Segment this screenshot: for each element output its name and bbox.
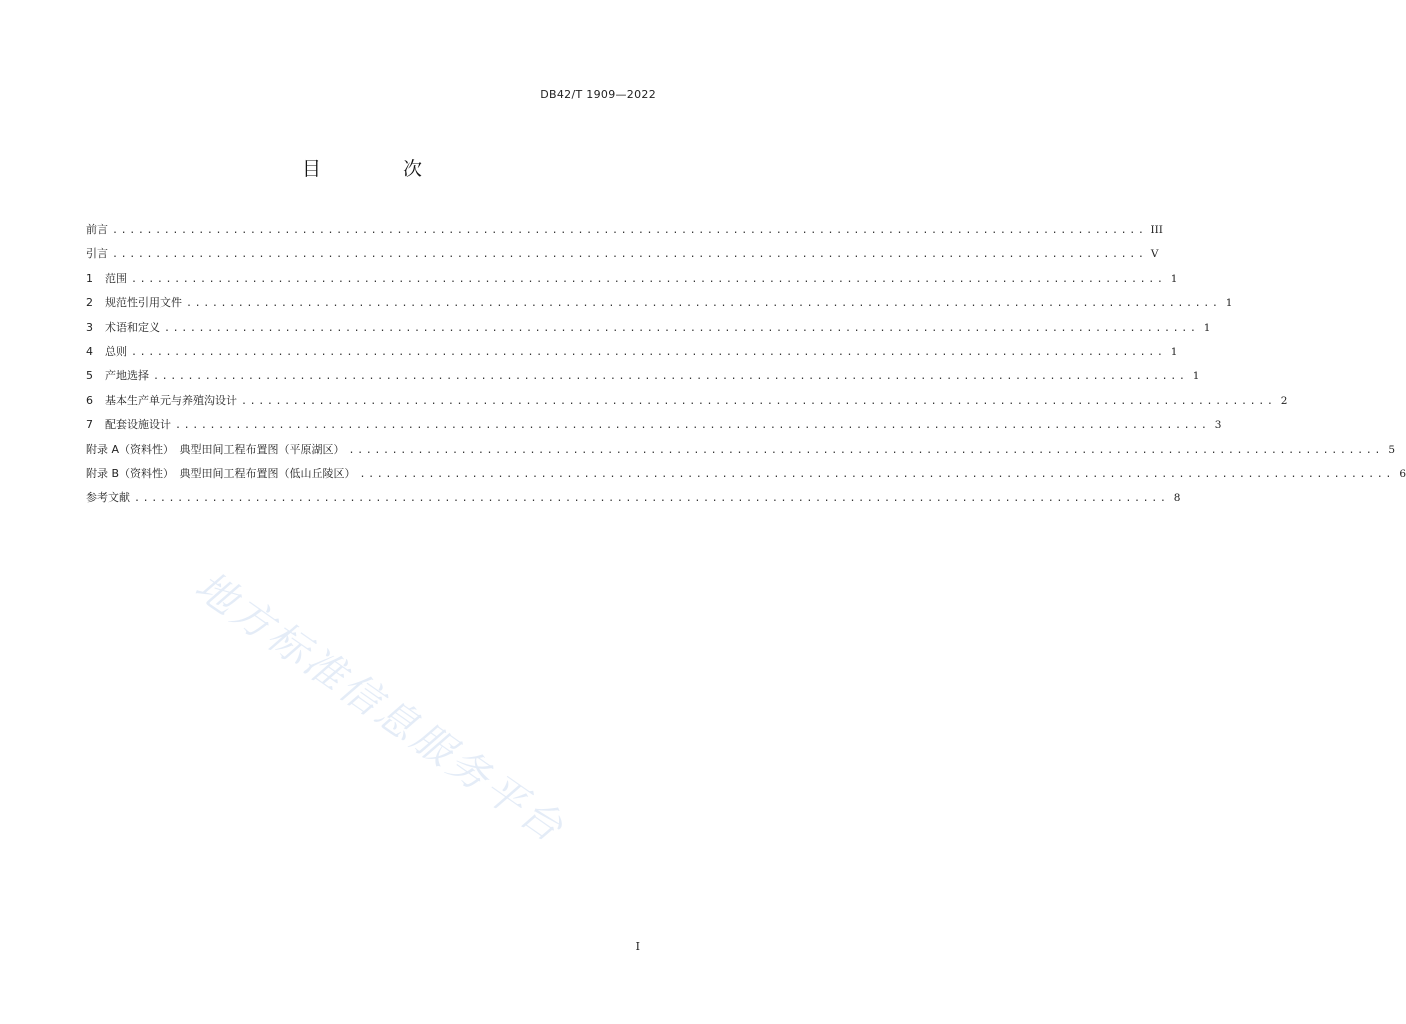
toc-entry-bibliography[interactable] bbox=[86, 486, 1181, 510]
toc-entry-introduction[interactable] bbox=[86, 242, 1159, 266]
toc-page-number: 1 bbox=[1170, 345, 1178, 358]
toc-entry-facilities-design[interactable] bbox=[86, 413, 1222, 437]
toc-section-number: 2 bbox=[86, 296, 93, 310]
toc-section-number: 1 bbox=[86, 271, 93, 285]
toc-leader-dots: ........................................................................................................................ bbox=[131, 273, 1166, 285]
toc-label: 引言 bbox=[86, 247, 108, 261]
toc-leader-dots: ........................................................................................................................ bbox=[359, 468, 1395, 480]
toc-page-number: 5 bbox=[1388, 443, 1395, 456]
toc-label: 基本生产单元与养殖沟设计 bbox=[105, 393, 237, 407]
toc-entry-terms-definitions[interactable] bbox=[86, 316, 1211, 340]
standard-code: DB42/T 1909—2022 bbox=[540, 88, 656, 101]
toc-page-number: 1 bbox=[1225, 297, 1233, 310]
toc-page-number: V bbox=[1150, 248, 1159, 261]
toc-leader-dots: ........................................................................................................................ bbox=[112, 249, 1147, 261]
toc-label: 附录 B（资料性） 典型田间工程布置图（低山丘陵区） bbox=[86, 466, 356, 480]
toc-leader-dots: ........................................................................................................................ bbox=[175, 420, 1210, 432]
toc-section-number: 5 bbox=[86, 369, 93, 383]
toc-label: 规范性引用文件 bbox=[105, 296, 182, 310]
toc-leader-dots: ........................................................................................................................ bbox=[131, 346, 1166, 358]
watermark: 地方标准信息服务平台 bbox=[186, 562, 574, 853]
toc-entry-foreword[interactable] bbox=[86, 218, 1163, 242]
toc-label: 总则 bbox=[105, 344, 127, 358]
toc-page-number: III bbox=[1150, 224, 1163, 236]
toc-page-number: 6 bbox=[1399, 467, 1406, 480]
toc-leader-dots: ........................................................................................................................ bbox=[186, 298, 1221, 310]
toc-section-number: 6 bbox=[86, 393, 93, 407]
toc-page-number: 8 bbox=[1173, 492, 1181, 505]
toc-entry-site-selection[interactable] bbox=[86, 364, 1200, 388]
toc-leader-dots: ........................................................................................................................ bbox=[153, 371, 1188, 383]
toc-label: 配套设施设计 bbox=[105, 418, 171, 432]
toc-page-number: 1 bbox=[1192, 370, 1200, 383]
toc-leader-dots: ........................................................................................................................ bbox=[134, 493, 1169, 505]
toc-leader-dots: ........................................................................................................................ bbox=[112, 225, 1147, 236]
footer-page-number: I bbox=[635, 940, 640, 953]
toc-label: 附录 A（资料性） 典型田间工程布置图（平原湖区） bbox=[86, 442, 345, 456]
toc-label: 参考文献 bbox=[86, 491, 130, 505]
toc-entry-general[interactable] bbox=[86, 340, 1178, 364]
toc-leader-dots: ........................................................................................................................ bbox=[348, 444, 1383, 456]
toc-entry-normative-references[interactable] bbox=[86, 291, 1233, 315]
toc-page-number: 2 bbox=[1280, 394, 1288, 407]
toc-entry-appendix-b[interactable] bbox=[86, 462, 1406, 486]
toc-entry-production-unit-design[interactable] bbox=[86, 389, 1288, 413]
toc-page-number: 3 bbox=[1214, 419, 1222, 432]
toc-section-number: 7 bbox=[86, 418, 93, 432]
toc-label: 术语和定义 bbox=[105, 320, 160, 334]
toc-leader-dots: ........................................................................................................................ bbox=[164, 322, 1199, 334]
toc-page-number: 1 bbox=[1170, 272, 1178, 285]
toc-leader-dots: ........................................................................................................................ bbox=[241, 395, 1276, 407]
toc-section-number: 4 bbox=[86, 344, 93, 358]
table-of-contents bbox=[86, 218, 1406, 511]
toc-page-number: 1 bbox=[1203, 321, 1211, 334]
toc-label: 产地选择 bbox=[105, 369, 149, 383]
toc-entry-scope[interactable] bbox=[86, 267, 1178, 291]
toc-section-number: 3 bbox=[86, 320, 93, 334]
page-title: 目 次 bbox=[301, 158, 461, 180]
toc-label: 前言 bbox=[86, 223, 108, 236]
toc-entry-appendix-a[interactable] bbox=[86, 438, 1395, 462]
toc-label: 范围 bbox=[105, 271, 127, 285]
